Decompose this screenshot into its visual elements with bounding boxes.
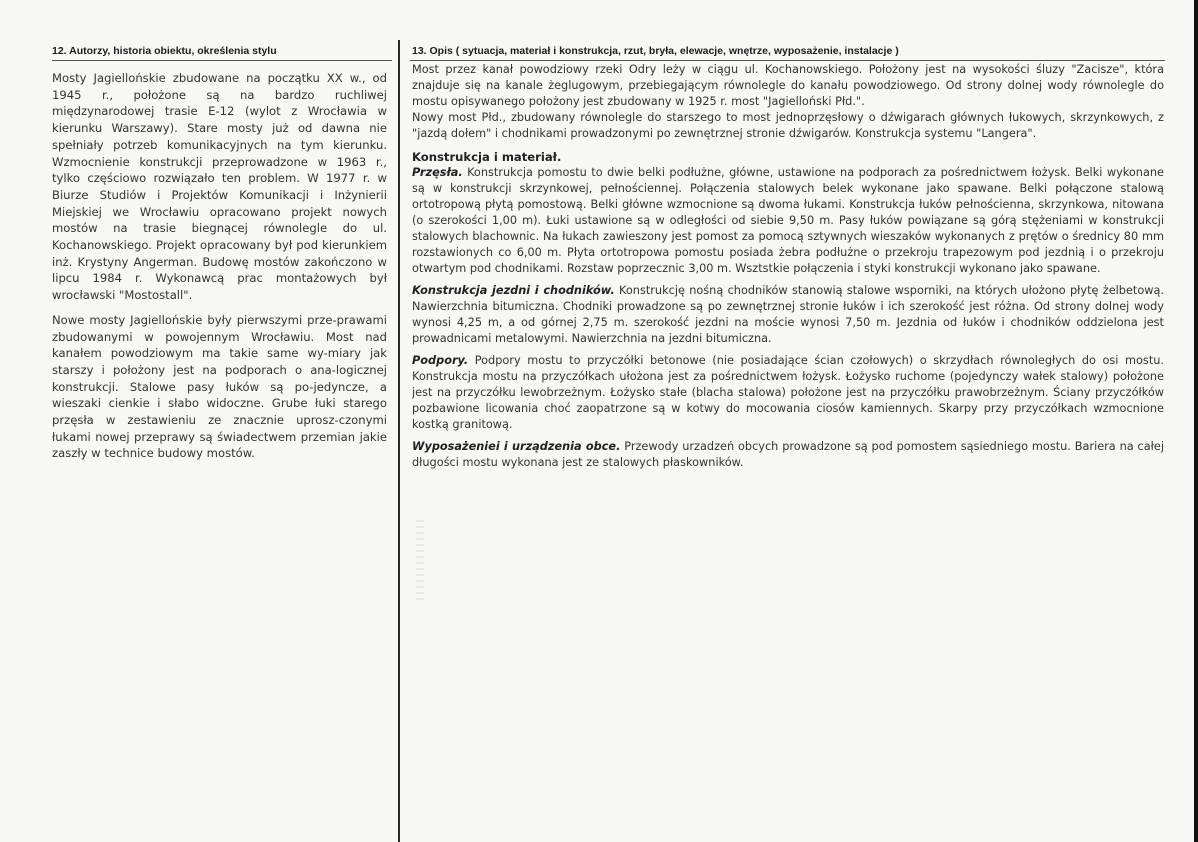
block-deck-text: Konstrukcję nośną chodników stanowią stalowe wsporniki, na których ułożono płytę żelbetową. Nawierzchnia bitumiczna. Chodniki prowadzone są po zewnętrznej stronie łuków i ich szerokość jest różna. Od strony dolnej wody wynosi 4,25 m, a od górnej 2,75 m. szerokość jezdni na moście wynosi 7,50 m. Jezdnia od łuków i chodników oddzielona jest prowadnicami metalowymi. Nawierzchnia na jezdni bitumiczna. — [412, 284, 1164, 345]
block-supports — [412, 353, 1164, 433]
block-spans — [412, 165, 1164, 277]
intro-paragraph-2: Nowy most Płd., zbudowany równolegle do starszego to most jednoprzęsłowy o dźwigarach głównych łukowych, skrzynkowych, z "jazdą dołem" i chodnikami prowadzonymi po zewnętrznej stronie dźwigarów. Konstrukcja systemu "Langera". — [412, 111, 1164, 140]
section-12-heading: 12. Autorzy, historia obiektu, określenia stylu — [52, 45, 277, 57]
history-paragraph-1: Mosty Jagiellońskie zbudowane na początku XX w., od 1945 r., położone są na bardzo ruchliwej międzynarodowej trasie E-12 (wylot z Wrocławia w kierunku Warszawy). Stare mosty już od dawna nie spełniały potrzeb komunikacyjnych na tym kierunku. Wzmocnienie konstrukcji przeprowadzone w 1963 r., tylko częściowo rozwiązało ten problem. W 1977 r. w Biurze Studiów i Projektów Komunikacji i Inżynierii Miejskiej we Wrocławiu opracowano projekt nowych mostów na trasie biegnącej równolegle do ul. Kochanowskiego. Projekt opracowany był pod kierunkiem inż. Krystyny Angerman. Budowę mostów zakończono w lipcu 1984 r. Wykonawcą prac montażowych był wrocławski "Mostostall". — [52, 71, 387, 303]
scan-artifact — [416, 520, 424, 600]
right-column — [412, 44, 1164, 471]
column-divider — [398, 40, 400, 842]
left-column — [52, 44, 387, 462]
block-spans-text: Konstrukcja pomostu to dwie belki podłużne, główne, ustawione na podporach za pośrednictwem łożysk. Belki wykonane są w konstrukcji skrzynkowej, pełnościennej. Połączenia stalowych belek wykonane jako spawane. Belki połączone stalową ortotropową płytą pomostową. Belki główne wzmocnione są dwoma łukami. Konstrukcja łuków pełnościenna, skrzynkowa, nitowana (o szerokości 1,00 m). Łuki ustawione są w odległości od siebie 9,50 m. Pasy łuków powiązane są górą stężeniami w konstrukcji stalowych blachownic. Na łukach zawieszony jest pomost za pomocą sztywnych wieszaków wykonanych z prętów o średnicy 80 mm rozstawionych co 6,00 m. Płyta ortotropowa pomostu posiada żebra podłużne o przekroju trapezowym pod jezdnią i o przekroju otwartym pod chodnikami. Rozstaw poprzecznic 3,00 m. Wsztstkie połączenia i styki konstrukcji wykonano jako spawane. — [412, 166, 1164, 275]
history-paragraph-2: Nowe mosty Jagiellońskie były pierwszymi prze-prawami zbudowanymi w powojennym Wrocławiu. Most nad kanałem powodziowym ma takie same wy-miary jak starszy i położony jest na podporach o ana-logicznej konstrukcji. Stalowe pasy łuków są po-jedyncze, a wieszaki cienkie i słabo widoczne. Grube łuki starego przęsła w zestawieniu ze znacznie uprosz-czonymi łukami nowej przeprawy są świadectwem przemian jakie zaszły w technice budowy mostów. — [52, 312, 387, 461]
construction-title: Konstrukcja i materiał. — [412, 150, 562, 164]
page-edge — [1194, 0, 1198, 842]
block-deck-lead: Konstrukcja jezdni i chodników. — [412, 284, 615, 297]
block-equipment-text: Przewody urzadzeń obcych prowadzone są pod pomostem sąsiedniego mostu. Bariera na całej długości mostu wykonana jest ze stalowych płaskowników. — [412, 440, 1164, 469]
block-spans-lead: Przęsła. — [412, 166, 463, 179]
block-deck — [412, 283, 1164, 347]
block-supports-lead: Podpory. — [412, 354, 469, 367]
block-equipment — [412, 439, 1164, 471]
intro-paragraph-1: Most przez kanał powodziowy rzeki Odry leży w ciągu ul. Kochanowskiego. Położony jest na wysokości śluzy "Zacisze", która znajduje się na kanale żeglugowym, przebiegającym równolegle do kanału powodziowego. Od strony dolnej wody równolegle do mostu opisywanego położony jest zbudowany w 1925 r. most "Jagielloński Płd.". — [412, 63, 1164, 108]
section-13-heading: 13. Opis ( sytuacja, materiał i konstrukcja, rzut, bryła, elewacje, wnętrze, wyposażenie, instalacje ) — [412, 45, 899, 57]
block-supports-text: Podpory mostu to przyczółki betonowe (nie posiadające ścian czołowych) o skrzydłach równoległych do osi mostu. Konstrukcja mostu na przyczółkach ułożona jest za pośrednictwem łożysk. Łożysko ruchome (pojedynczy wałek stalowy) położone jest na przyczółku lewobrzeżnym. Łożysko stałe (blacha stalowa) położone jest na przyczółku prawobrzeżnym. Ściany przyczółków pozbawione licowania choć zaopatrzone są w kotwy do mocowania ciosów kamiennych. Skarpy przy przyczółkach wzmocnione kostką granitową. — [412, 354, 1164, 431]
block-equipment-lead: Wyposażeniei i urządzenia obce. — [412, 440, 621, 453]
